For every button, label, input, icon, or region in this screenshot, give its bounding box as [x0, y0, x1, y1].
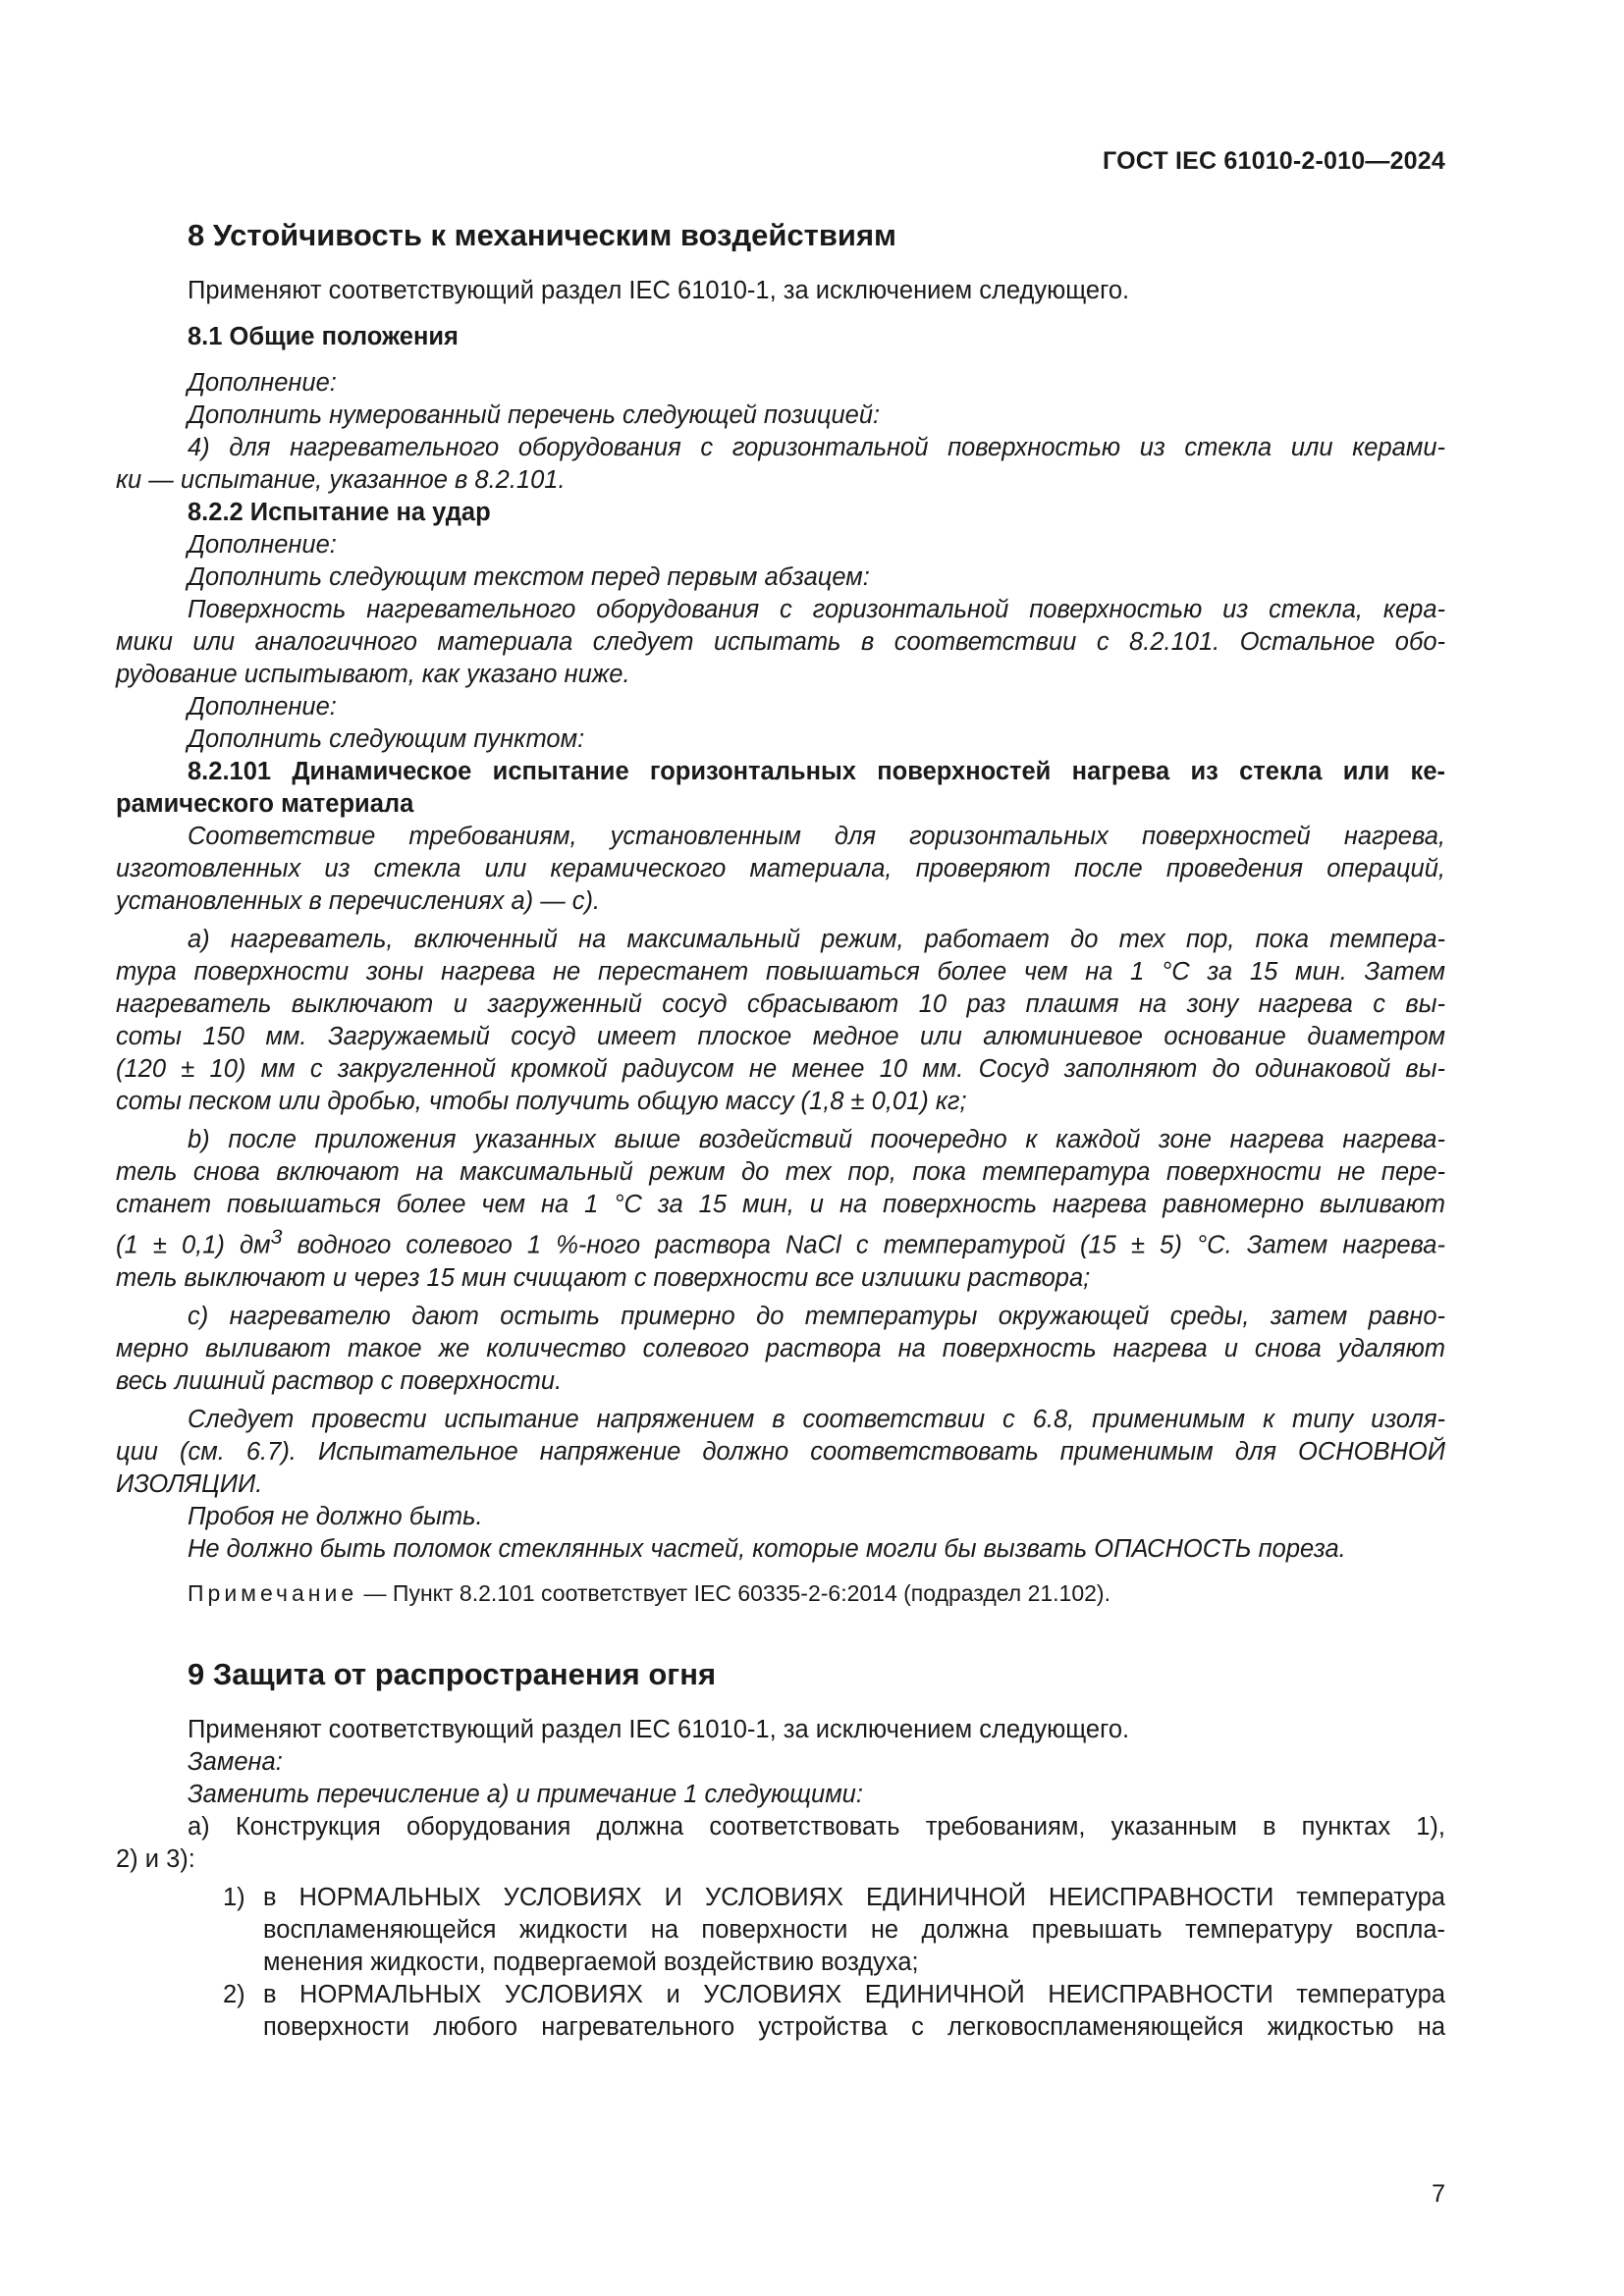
list-item-text: в НОРМАЛЬНЫХ УСЛОВИЯХ и УСЛОВИЯХ ЕДИНИЧНОЙ НЕИСПРАВНОСТИ температура — [263, 1980, 1445, 2008]
text-line: весь лишний раствор с поверхности. — [116, 1366, 563, 1395]
clause-8-2-2-title: 8.2.2 Испытание на удар — [188, 499, 491, 526]
text-line: 4) для нагревательного оборудования с горизонтальной поверхностью из стекла или керами- — [188, 434, 1445, 461]
text-line: Дополнение: — [188, 369, 337, 397]
text-line: c) нагревателю дают остыть примерно до температуры окружающей среды, затем равно- — [188, 1302, 1445, 1330]
text-line: ИЗОЛЯЦИИ. — [116, 1469, 263, 1498]
text-line: b) после приложения указанных выше воздействий поочередно к каждой зоне нагрева нагрева- — [188, 1126, 1445, 1153]
list-item-text: в НОРМАЛЬНЫХ УСЛОВИЯХ И УСЛОВИЯХ ЕДИНИЧНОЙ НЕИСПРАВНОСТИ температура — [263, 1883, 1445, 1911]
note — [116, 1577, 1445, 1610]
superscript: 3 — [270, 1225, 283, 1249]
text-line: Замена: — [188, 1747, 283, 1776]
text-line: тура поверхности зоны нагрева не перестанет повышаться более чем на 1 °С за 15 мин. Затем — [116, 958, 1445, 986]
list-item-number: 1) — [223, 1883, 245, 1911]
text-line: Пробоя не должно быть. — [188, 1502, 483, 1530]
text-line: Дополнить следующим текстом перед первым абзацем: — [188, 563, 870, 591]
text-line: воспламеняющейся жидкости на поверхности не должна превышать температуру воспла- — [263, 1915, 1445, 1944]
text-line: мерно выливают такое же количество солевого раствора на поверхность нагрева и снова удаляют — [116, 1334, 1445, 1362]
text-line: Дополнить следующим пунктом: — [188, 725, 585, 753]
text-line: мики или аналогичного материала следует испытать в соответствии с 8.2.101. Остальное обо- — [116, 628, 1445, 656]
text-line: изготовленных из стекла или керамического материала, проверяют после проведения операций, — [116, 855, 1445, 882]
text-line — [116, 1221, 1445, 1262]
text-line: рудование испытывают, как указано ниже. — [116, 661, 630, 688]
text-line: Дополнить нумерованный перечень следующей позицией: — [188, 401, 881, 429]
note-label: Примечание — [188, 1579, 358, 1606]
clause-8-2-101-title-cont: рамического материала — [116, 790, 414, 818]
clause-8-2-101-title: 8.2.101 Динамическое испытание горизонтальных поверхностей нагрева из стекла или ке- — [188, 758, 1445, 785]
section-9-title: 9 Защита от распространения огня — [188, 1656, 717, 1691]
text-line: a) нагреватель, включенный на максимальный режим, работает до тех пор, пока темпера- — [188, 926, 1445, 953]
section-8-title: 8 Устойчивость к механическим воздействиям — [188, 218, 896, 252]
document-id: ГОСТ IEC 61010-2-010—2024 — [1103, 147, 1445, 175]
text-line: Дополнение: — [188, 693, 337, 721]
text-line: Соответствие требованиям, установленным для горизонтальных поверхностей нагрева, — [188, 823, 1445, 850]
text-line: (120 ± 10) мм с закругленной кромкой радиусом не менее 10 мм. Сосуд заполняют до одинаковой вы- — [116, 1055, 1445, 1083]
section-9-intro: Применяют соответствующий раздел IEC 61010-1, за исключением следующего. — [188, 1715, 1130, 1743]
note-text: — Пункт 8.2.101 соответствует IEC 60335-2-6:2014 (подраздел 21.102). — [357, 1579, 1110, 1606]
text-line: Дополнение: — [188, 531, 337, 559]
text-line: установленных в перечислениях а) — c). — [116, 887, 601, 915]
text-fragment: (1 ± 0,1) дм — [116, 1231, 271, 1259]
list-item — [116, 1882, 1445, 1914]
clause-8-1-title: 8.1 Общие положения — [188, 323, 459, 350]
page-number: 7 — [1432, 2180, 1445, 2208]
text-line: Не должно быть поломок стеклянных частей, которые могли бы вызвать ОПАСНОСТЬ пореза. — [188, 1534, 1346, 1563]
text-line: поверхности любого нагревательного устройства с легковоспламеняющейся жидкостью на — [263, 2012, 1445, 2041]
text-line: тель снова включают на максимальный режим до тех пор, пока температура поверхности не пере- — [116, 1158, 1445, 1186]
text-line: соты 150 мм. Загружаемый сосуд имеет плоское медное или алюминиевое основание диаметром — [116, 1023, 1445, 1050]
list-item-number: 2) — [223, 1980, 245, 2008]
section-8-intro: Применяют соответствующий раздел IEC 61010-1, за исключением следующего. — [188, 277, 1130, 304]
text-line: станет повышаться более чем на 1 °С за 15 мин, и на поверхность нагрева равномерно выливают — [116, 1191, 1445, 1218]
text-line: а) Конструкция оборудования должна соответствовать требованиям, указанным в пунктах 1), — [188, 1812, 1445, 1841]
text-line: тель выключают и через 15 мин счищают с поверхности все излишки раствора; — [116, 1263, 1091, 1292]
list-item — [116, 1979, 1445, 2011]
text-line: ции (см. 6.7). Испытательное напряжение должно соответствовать применимым для ОСНОВНОЙ — [116, 1437, 1445, 1466]
text-line: ки — испытание, указанное в 8.2.101. — [116, 466, 566, 494]
text-line: нагреватель выключают и загруженный сосуд сбрасывают 10 раз плашмя на зону нагрева с вы- — [116, 990, 1445, 1018]
text-fragment: водного солевого 1 %-ного раствора NaCl с температурой (15 ± 5) °С. Затем нагрева- — [282, 1231, 1445, 1259]
text-line: соты песком или дробью, чтобы получить общую массу (1,8 ± 0,01) кг; — [116, 1088, 967, 1115]
text-line: менения жидкости, подвергаемой воздействию воздуха; — [263, 1948, 919, 1976]
text-line: Заменить перечисление а) и примечание 1 следующими: — [188, 1780, 863, 1808]
content-column — [116, 216, 1445, 2044]
text-line: Поверхность нагревательного оборудования с горизонтальной поверхностью из стекла, кера- — [188, 596, 1445, 623]
text-line: Следует провести испытание напряжением в соответствии с 6.8, применимым к типу изоля- — [188, 1405, 1445, 1433]
text-line: 2) и 3): — [116, 1844, 195, 1873]
